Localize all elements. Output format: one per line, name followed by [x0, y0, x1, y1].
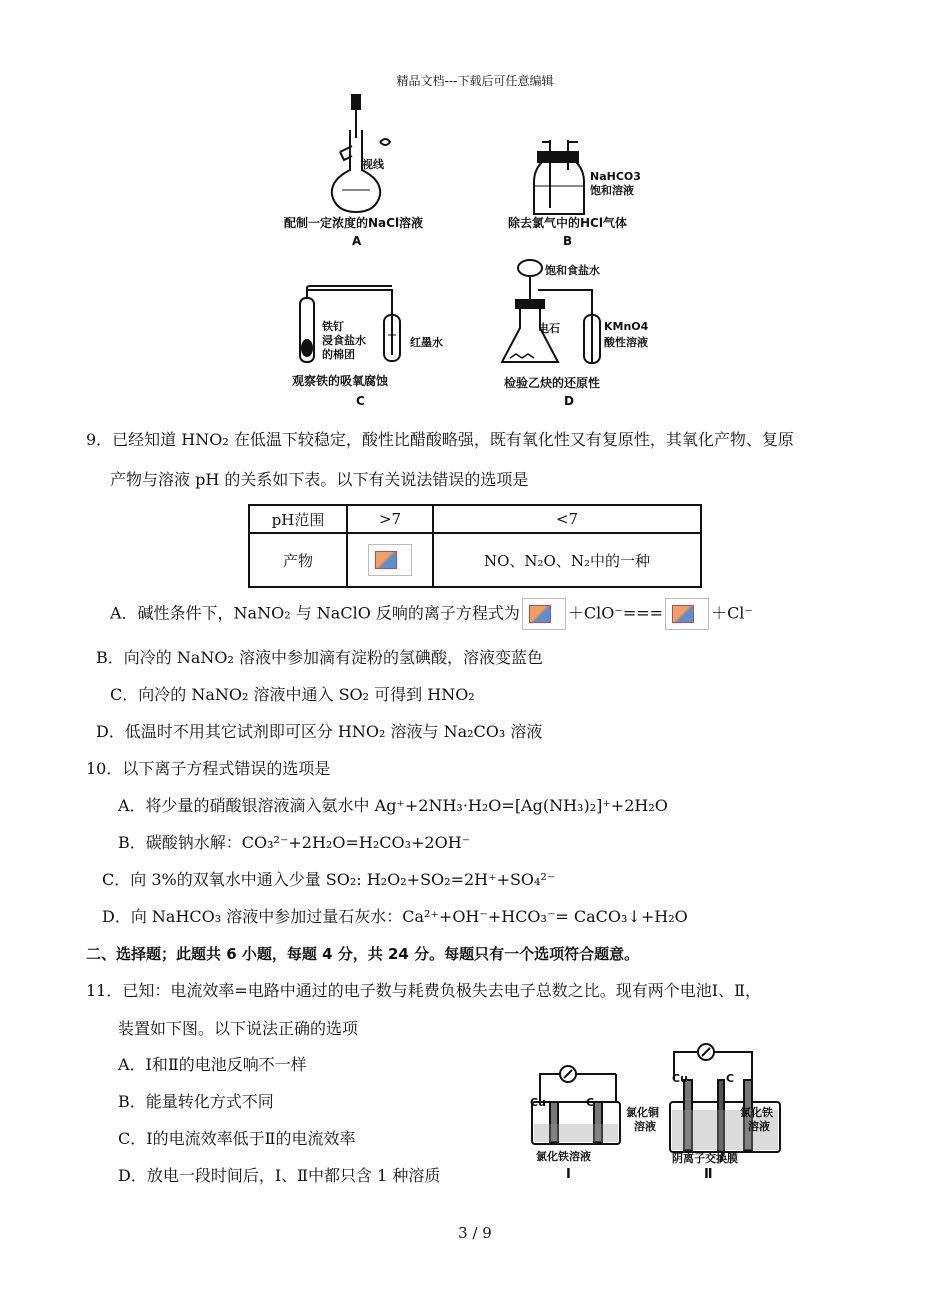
letter-C: C [356, 394, 365, 408]
fig-cu-2: Cu [672, 1072, 688, 1085]
letter-A: A [352, 234, 362, 248]
q11-stem-line2: 装置如下图。以下说法正确的选项 [118, 1019, 359, 1038]
q9-option-C: C．向冷的 NaNO₂ 溶液中通入 SO₂ 可得到 HNO₂ [110, 685, 475, 704]
broken-image-icon [665, 598, 709, 630]
letter-D: D [564, 394, 574, 408]
ph-table-header-gt7: >7 [347, 505, 433, 533]
label-C-3: 的棉团 [322, 348, 355, 361]
q9-stem-line1: 9．已经知道 HNO₂ 在低温下较稳定，酸性比醋酸略强，既有氧化性又有复原性，其氧化产物、复原 [86, 430, 794, 449]
caption-C: 观察铁的吸氧腐蚀 [292, 374, 389, 388]
broken-image-icon [522, 598, 566, 630]
apparatus-figure [280, 90, 680, 415]
label-A-sight: 视线 [362, 158, 384, 171]
ph-table-cell-lt7: NO、N₂O、N₂中的一种 [433, 533, 701, 587]
section-heading: 二、选择题；此题共 6 小题，每题 4 分，共 24 分。每题只有一个选项符合题意。 [86, 945, 640, 963]
battery-figure [520, 1040, 820, 1190]
q10-option-C: C．向 3%的双氧水中通入少量 SO₂: H₂O₂+SO₂=2H⁺+SO₄²⁻ [102, 870, 556, 889]
ph-table [248, 504, 702, 588]
label-D-1: 饱和食盐水 [545, 264, 600, 277]
fig-number-1: Ⅰ [566, 1167, 571, 1182]
fig-right-solution-b: 溶液 [748, 1120, 770, 1133]
label-B-2: 饱和溶液 [590, 184, 634, 197]
q11-option-C: C．Ⅰ的电流效率低于Ⅱ的电流效率 [118, 1129, 356, 1148]
fig-number-2: Ⅱ [704, 1167, 713, 1182]
fig-c-1: C [586, 1096, 595, 1109]
label-C-2: 浸食盐水 [322, 334, 366, 347]
q9-option-D: D．低温时不用其它试剂即可区分 HNO₂ 溶液与 Na₂CO₃ 溶液 [96, 722, 543, 741]
q10-option-A: A．将少量的硝酸银溶液滴入氨水中 Ag⁺+2NH₃·H₂O=[Ag(NH₃)₂]⁺+2H₂O [118, 796, 668, 815]
fig-c-2: C [726, 1072, 735, 1085]
fig-left-solution-b: 溶液 [634, 1120, 656, 1133]
q11-option-B: B．能量转化方式不同 [118, 1092, 274, 1111]
label-C-1: 铁钉 [322, 320, 344, 333]
label-B-1: NaHCO3 [590, 170, 641, 183]
caption-B: 除去氯气中的HCl气体 [508, 216, 627, 230]
q10-option-B: B．碳酸钠水解：CO₃²⁻+2H₂O=H₂CO₃+2OH⁻ [118, 833, 471, 852]
ph-table-header-lt7: <7 [433, 505, 701, 533]
q9-stem-line2: 产物与溶液 pH 的关系如下表。以下有关说法错误的选项是 [110, 470, 529, 489]
fig-left-solution-a: 氯化铜 [626, 1106, 659, 1119]
label-D-3: KMnO4 [604, 320, 649, 333]
ph-table-row-label: 产物 [249, 533, 347, 587]
q9-option-A-post: ＋Cl⁻ [711, 603, 753, 623]
caption-D: 检验乙炔的还原性 [504, 376, 601, 390]
q10-stem: 10．以下离子方程式错误的选项是 [86, 759, 331, 778]
q11-stem-line1: 11．已知：电流效率=电路中通过的电子数与耗费负极失去电子总数之比。现有两个电池Ⅰ、Ⅱ， [86, 981, 761, 1000]
page-number: 3 / 9 [458, 1224, 492, 1242]
ph-table-cell-image [347, 533, 433, 587]
label-D-4: 酸性溶液 [604, 336, 648, 349]
ph-table-header-range: pH范围 [249, 505, 347, 533]
label-D-2: 电石 [538, 322, 560, 335]
q9-option-B: B．向冷的 NaNO₂ 溶液中参加滴有淀粉的氢碘酸，溶液变蓝色 [96, 648, 544, 667]
letter-B: B [563, 234, 573, 248]
q11-option-D: D．放电一段时间后，Ⅰ、Ⅱ中都只含 1 种溶质 [118, 1166, 441, 1185]
broken-image-icon [368, 544, 412, 576]
fig-right-solution-a: 氯化铁 [740, 1106, 773, 1119]
fig-membrane: 阴离子交换膜 [672, 1152, 738, 1165]
page-header: 精品文档---下载后可任意编辑 [396, 74, 554, 88]
q9-option-A-mid: ＋ClO⁻=== [567, 603, 664, 623]
fig-cu-1: Cu [530, 1096, 546, 1109]
label-C-4: 红墨水 [410, 336, 443, 349]
q9-option-A-pre: A．碱性条件下，NaNO₂ 与 NaClO 反响的离子方程式为 [110, 603, 520, 623]
q9-option-A [110, 598, 753, 630]
fig-solution-1: 氯化铁溶液 [536, 1150, 591, 1163]
caption-A: 配制一定浓度的NaCl溶液 [284, 216, 424, 230]
q10-option-D: D．向 NaHCO₃ 溶液中参加过量石灰水：Ca²⁺+OH⁻+HCO₃⁻= CaCO₃↓+H₂O [102, 907, 688, 926]
q11-option-A: A．Ⅰ和Ⅱ的电池反响不一样 [118, 1055, 307, 1074]
